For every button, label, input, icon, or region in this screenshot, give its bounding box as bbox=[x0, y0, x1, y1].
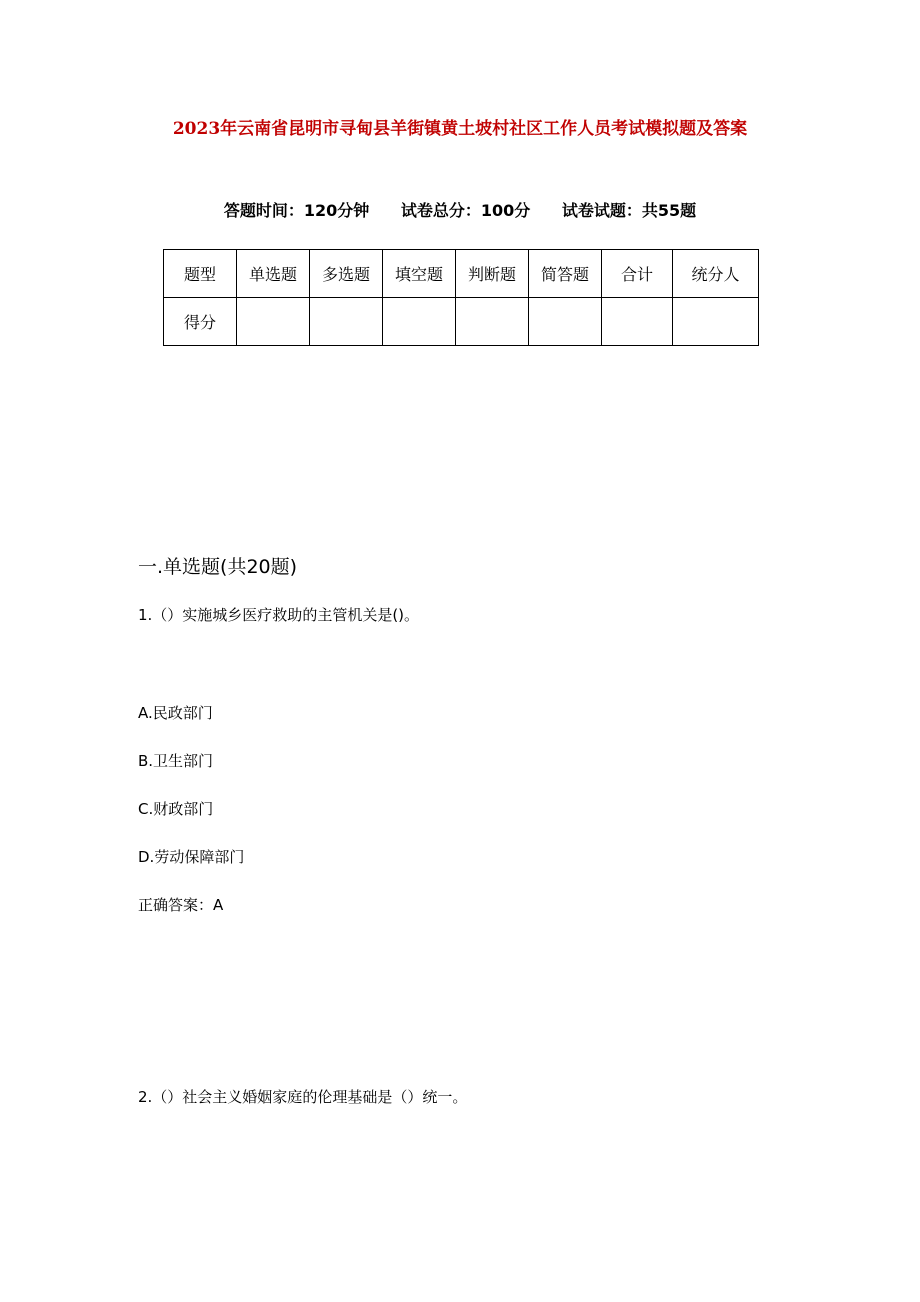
document-title: 2023年云南省昆明市寻甸县羊街镇黄土坡村社区工作人员考试模拟题及答案 bbox=[172, 119, 748, 139]
score-table-header-cell: 多选题 bbox=[310, 250, 383, 298]
score-table-header-cell: 单选题 bbox=[237, 250, 310, 298]
question-1-option-d: D.劳动保障部门 bbox=[138, 848, 245, 866]
question-2-text: 2.（）社会主义婚姻家庭的伦理基础是（）统一。 bbox=[138, 1088, 468, 1106]
score-table-score-row bbox=[164, 298, 759, 346]
score-cell bbox=[602, 298, 673, 346]
question-1-answer: 正确答案：A bbox=[138, 896, 224, 914]
score-cell bbox=[383, 298, 456, 346]
question-1-option-a: A.民政部门 bbox=[138, 704, 213, 722]
exam-meta bbox=[0, 198, 920, 221]
exam-total-score: 试卷总分：100分 bbox=[400, 201, 531, 220]
score-table-header-cell: 判断题 bbox=[456, 250, 529, 298]
score-table-header-cell: 填空题 bbox=[383, 250, 456, 298]
score-cell bbox=[237, 298, 310, 346]
score-cell bbox=[310, 298, 383, 346]
score-table-header-row bbox=[164, 250, 759, 298]
question-1-text: 1.（）实施城乡医疗救助的主管机关是()。 bbox=[138, 606, 420, 624]
score-table-header-cell: 简答题 bbox=[529, 250, 602, 298]
score-cell bbox=[673, 298, 759, 346]
score-cell bbox=[529, 298, 602, 346]
section-heading: 一.单选题(共20题) bbox=[138, 556, 298, 578]
score-table-header-cell: 合计 bbox=[602, 250, 673, 298]
score-row-label: 得分 bbox=[164, 298, 237, 346]
question-1-option-c: C.财政部门 bbox=[138, 800, 214, 818]
score-table-header-cell: 题型 bbox=[164, 250, 237, 298]
score-cell bbox=[456, 298, 529, 346]
exam-question-count: 试卷试题：共55题 bbox=[561, 201, 697, 220]
exam-time: 答题时间：120分钟 bbox=[223, 201, 370, 220]
score-table-header-cell: 统分人 bbox=[673, 250, 759, 298]
score-table bbox=[163, 249, 759, 346]
question-1-option-b: B.卫生部门 bbox=[138, 752, 214, 770]
